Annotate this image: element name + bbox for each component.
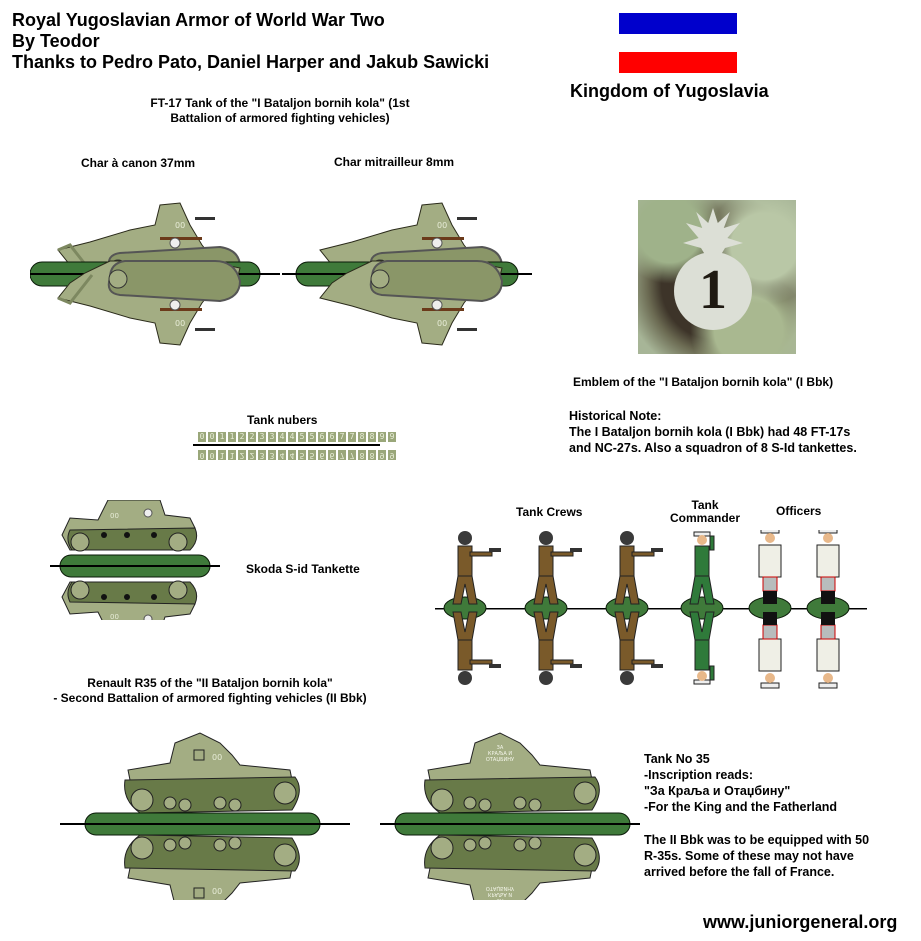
tank-number-digit: 6 bbox=[329, 432, 335, 441]
tank-number-digit: 5 bbox=[309, 432, 315, 441]
tank35-note-line1: Tank No 35 bbox=[644, 752, 710, 766]
tank-number-digit: 8 bbox=[359, 451, 365, 460]
page-title: Royal Yugoslavian Armor of World War Two bbox=[12, 10, 385, 30]
tank-number-digit: 3 bbox=[259, 432, 265, 441]
tank-number-digit: 8 bbox=[359, 432, 365, 441]
tank-number-digit: 4 bbox=[289, 432, 295, 441]
tank35-note-line4: -For the King and the Fatherland bbox=[644, 800, 838, 814]
tank-number-digit: 7 bbox=[349, 432, 355, 441]
figures-icon bbox=[430, 530, 870, 690]
tank-number-digit: 1 bbox=[219, 451, 225, 460]
flag-blue-stripe bbox=[619, 13, 737, 34]
r35-heading-line1: Renault R35 of the "II Bataljon bornih kola" bbox=[87, 676, 333, 690]
tank-number-digit: 2 bbox=[249, 451, 255, 460]
r35-tank-icon bbox=[380, 725, 640, 900]
tank-number-digit: 0 bbox=[199, 451, 205, 460]
svg-text:00: 00 bbox=[437, 221, 448, 230]
r35-heading-line2: - Second Battalion of armored fighting vehicles (II Bbk) bbox=[53, 691, 367, 705]
svg-text:00: 00 bbox=[175, 221, 186, 230]
tank-number-digit: 2 bbox=[249, 432, 255, 441]
officers-label: Officers bbox=[776, 504, 822, 518]
svg-text:00: 00 bbox=[212, 753, 223, 762]
tank-numbers-strip-mirrored bbox=[198, 450, 396, 460]
tank35-note-line5: The II Bbk was to be equipped with 50 bbox=[644, 833, 870, 847]
tankette-icon bbox=[50, 500, 220, 620]
tank-number-digit: 4 bbox=[289, 451, 295, 460]
tank-number-digit: 0 bbox=[209, 451, 215, 460]
tankette-label: Skoda S-id Tankette bbox=[246, 562, 360, 576]
tank-number-digit: 2 bbox=[239, 451, 245, 460]
tank-number-digit: 6 bbox=[319, 432, 325, 441]
r35-tank-icon bbox=[60, 725, 350, 900]
website-link[interactable]: www.juniorgeneral.org bbox=[703, 912, 898, 932]
tank-number-digit: 2 bbox=[239, 432, 245, 441]
tank-numbers-strip bbox=[198, 432, 396, 442]
tank-crews-label: Tank Crews bbox=[516, 505, 583, 519]
tank-number-digit: 9 bbox=[379, 451, 385, 460]
tank35-note-line3: "За Краља и Отаџбину" bbox=[644, 784, 791, 798]
tank-number-digit: 7 bbox=[339, 451, 345, 460]
tank35-note-line7: arrived before the fall of France. bbox=[644, 865, 835, 879]
author-credit: By Teodor bbox=[12, 31, 100, 51]
tank-number-digit: 1 bbox=[219, 432, 225, 441]
tank35-note-line6: R-35s. Some of these may not have bbox=[644, 849, 854, 863]
tank-number-digit: 8 bbox=[369, 451, 375, 460]
flag-red-stripe bbox=[619, 52, 737, 73]
tank-numbers-label: Tank nubers bbox=[247, 413, 318, 427]
emblem-caption: Emblem of the "I Bataljon bornih kola" (I Bbk) bbox=[573, 375, 834, 389]
yugoslavia-flag bbox=[619, 13, 737, 73]
ft17-heading-line2: Battalion of armored fighting vehicles) bbox=[170, 111, 390, 125]
tank-number-digit: 5 bbox=[299, 451, 305, 460]
ft17-tank-icon bbox=[30, 195, 280, 390]
tank-number-digit: 0 bbox=[209, 432, 215, 441]
battalion-emblem-image bbox=[638, 200, 796, 354]
tank-commander-label-line2: Commander bbox=[669, 511, 740, 525]
tank-commander-label-line1: Tank bbox=[691, 498, 719, 512]
figures-row bbox=[430, 530, 870, 690]
r35-tank-counter-inscribed bbox=[380, 725, 640, 900]
tank-number-digit: 3 bbox=[259, 451, 265, 460]
tank-number-digit: 9 bbox=[389, 451, 395, 460]
historical-note-heading: Historical Note: bbox=[569, 409, 662, 423]
tank-number-digit: 9 bbox=[379, 432, 385, 441]
tank-number-digit: 5 bbox=[309, 451, 315, 460]
ft17-8mm-tank-counter bbox=[282, 195, 532, 390]
tank-number-digit: 1 bbox=[229, 432, 235, 441]
tank-number-digit: 7 bbox=[349, 451, 355, 460]
svg-text:ОТАЏБИНУ: ОТАЏБИНУ bbox=[485, 757, 515, 763]
historical-note-line2: and NC-27s. Also a squadron of 8 S-Id tankettes. bbox=[569, 441, 857, 455]
tank-number-digit: 6 bbox=[319, 451, 325, 460]
r35-tank-counter-plain bbox=[60, 725, 350, 900]
svg-text:КРАЉА И: КРАЉА И bbox=[487, 751, 513, 757]
tank-number-digit: 1 bbox=[229, 451, 235, 460]
tank-number-digit: 3 bbox=[269, 451, 275, 460]
flag-label: Kingdom of Yugoslavia bbox=[570, 81, 769, 101]
tank-number-digit: 9 bbox=[389, 432, 395, 441]
tank35-note-line2: -Inscription reads: bbox=[644, 768, 754, 782]
ft17-variant-8mm-label: Char mitrailleur 8mm bbox=[334, 155, 455, 169]
ft17-37mm-tank-counter bbox=[30, 195, 280, 390]
tank-number-digit: 4 bbox=[279, 451, 285, 460]
ft17-tank-icon bbox=[282, 195, 532, 390]
thanks-credit: Thanks to Pedro Pato, Daniel Harper and Jakub Sawicki bbox=[12, 52, 490, 72]
svg-text:ЗА: ЗА bbox=[496, 745, 504, 751]
ft17-heading-line1: FT-17 Tank of the "I Bataljon bornih kola" (1st bbox=[150, 96, 410, 110]
tank-number-digit: 0 bbox=[199, 432, 205, 441]
emblem-number: 1 bbox=[699, 259, 727, 321]
svg-text:00: 00 bbox=[110, 512, 119, 520]
skoda-tankette-counter bbox=[50, 500, 220, 620]
tank-number-digit: 5 bbox=[299, 432, 305, 441]
tank-number-digit: 7 bbox=[339, 432, 345, 441]
tank-number-digit: 3 bbox=[269, 432, 275, 441]
tank-number-digit: 4 bbox=[279, 432, 285, 441]
historical-note-line1: The I Bataljon bornih kola (I Bbk) had 48 FT-17s bbox=[569, 425, 851, 439]
tank-numbers-divider bbox=[193, 444, 380, 446]
emblem-grenade-flame bbox=[683, 208, 743, 258]
ft17-variant-37mm-label: Char à canon 37mm bbox=[81, 156, 196, 170]
tank-number-digit: 8 bbox=[369, 432, 375, 441]
tank-number-digit: 6 bbox=[329, 451, 335, 460]
